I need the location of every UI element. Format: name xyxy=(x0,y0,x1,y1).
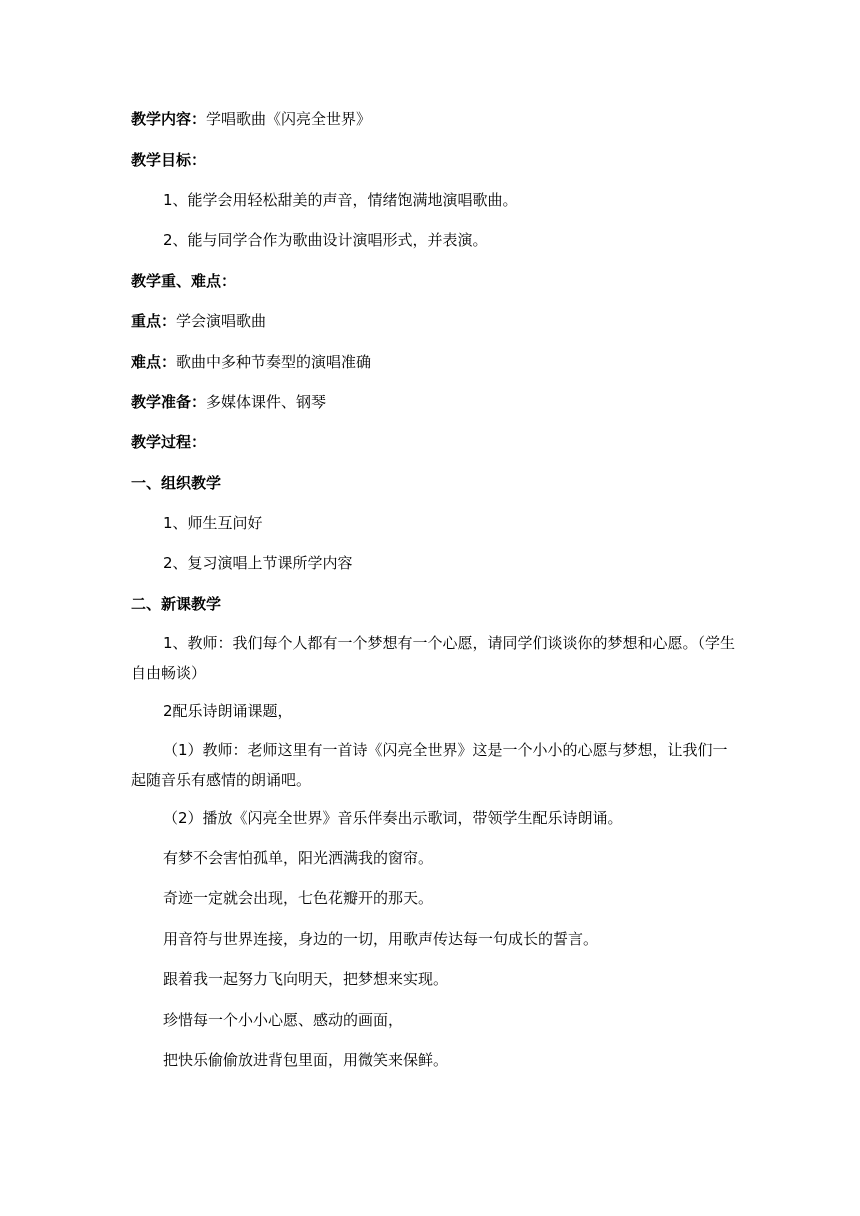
preparation-label: 教学准备： xyxy=(131,393,207,411)
section1-item: 2、复习演唱上节课所学内容 xyxy=(163,554,353,572)
lyric-line: 有梦不会害怕孤单，阳光洒满我的窗帘。 xyxy=(163,849,434,867)
section2-item-2: 2配乐诗朗诵课题， xyxy=(163,702,293,720)
difficult-point-line xyxy=(131,352,741,372)
key-difficult-heading: 教学重、难点： xyxy=(131,272,237,290)
process-heading: 教学过程： xyxy=(131,433,207,451)
objective-item: 2、能与同学合作为歌曲设计演唱形式，并表演。 xyxy=(163,231,488,249)
objectives-heading: 教学目标： xyxy=(131,151,207,169)
difficult-point-text: 歌曲中多种节奏型的演唱准确 xyxy=(176,353,372,371)
lyric-line: 跟着我一起努力飞向明天，把梦想来实现。 xyxy=(163,970,449,988)
section2-sub-1: （1）教师：老师这里有一首诗《闪亮全世界》这是一个小小的心愿与梦想，让我们一起随音乐有感情的朗诵吧。 xyxy=(131,741,728,789)
objective-item: 1、能学会用轻松甜美的声音，情绪饱满地演唱歌曲。 xyxy=(163,191,518,209)
content-label: 教学内容： xyxy=(131,110,207,128)
section2-item-1: 1、教师：我们每个人都有一个梦想有一个心愿，请同学们谈谈你的梦想和心愿。（学生自由畅谈） xyxy=(131,634,736,682)
lyric-line: 奇迹一定就会出现，七色花瓣开的那天。 xyxy=(163,889,434,907)
lyric-line: 把快乐偷偷放进背包里面，用微笑来保鲜。 xyxy=(163,1051,449,1069)
section2-heading: 二、新课教学 xyxy=(131,595,222,613)
lyric-line: 珍惜每一个小小心愿、感动的画面， xyxy=(163,1011,404,1029)
content-line xyxy=(131,109,741,129)
section1-heading: 一、组织教学 xyxy=(131,474,222,492)
key-point-label: 重点： xyxy=(131,312,177,330)
preparation-line xyxy=(131,392,741,412)
difficult-point-label: 难点： xyxy=(131,353,177,371)
key-point-text: 学会演唱歌曲 xyxy=(176,312,267,330)
preparation-text: 多媒体课件、钢琴 xyxy=(206,393,327,411)
section1-item: 1、师生互问好 xyxy=(163,514,263,532)
lyric-line: 用音符与世界连接，身边的一切，用歌声传达每一句成长的誓言。 xyxy=(163,930,599,948)
section2-sub-2: （2）播放《闪亮全世界》音乐伴奏出示歌词，带领学生配乐诗朗诵。 xyxy=(163,809,623,827)
key-point-line xyxy=(131,311,741,331)
content-text: 学唱歌曲《闪亮全世界》 xyxy=(206,110,372,128)
